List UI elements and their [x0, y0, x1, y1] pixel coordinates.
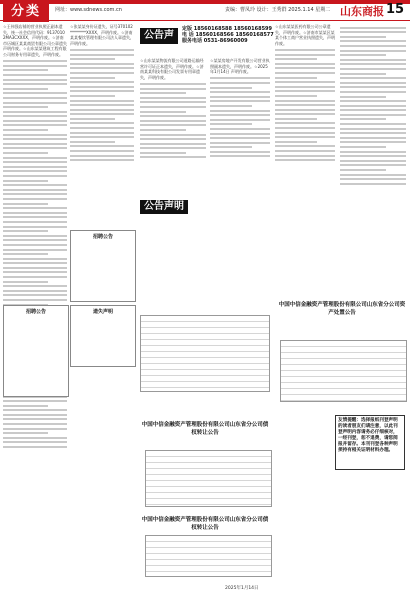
footer-date: 2025年1月14日 [225, 586, 259, 591]
column-2-text: ☆张某某身份证遗失，证号370102********XXXX，声明作废。☆济南某某餐饮管理有限公司法人章遗失，声明作废。 [70, 24, 134, 46]
site-url: 网址：www.sdnews.com.cn [55, 7, 122, 13]
column-6 [340, 24, 406, 244]
notice-box-1 [70, 230, 136, 302]
notice-box-1-title: 招聘公告 [92, 234, 113, 240]
paper-name: 山东商报 [340, 5, 384, 18]
ad-stamp: 公告声明 [140, 200, 188, 214]
ad-phone-lines [182, 26, 274, 44]
column-3-lines [140, 83, 206, 159]
header-rule [0, 20, 410, 21]
edition-meta: 责编：曹凤玲 设计：王秀群 2025.1.14 星期二 [225, 7, 331, 13]
column-1-text: ☆王伟强店铺的营业执照正副本遗失，统一社会信用代码：91370102MA3CXXXX，声明作废。☆济南市历城区某某商贸有限公司公章遗失声明作废。☆山东某某建筑工程有限公司财务专用章遗失，声明作废。 [3, 24, 67, 57]
reminder-notice: 友情提醒：选择报纸刊登声明的读者朋友们请注意，以此刊登声明内容请务必仔细核对，一经刊登，恕不退费，请您阅报并留存。本刊刊登各种声明须持有相关证明材料办理。 [335, 415, 405, 470]
column-5 [275, 24, 335, 224]
ad-line-2: 电 话 18560168566 18560168577 [182, 32, 274, 38]
notice-box-2-title: 遗失声明 [92, 309, 113, 315]
notice-box-3 [3, 305, 69, 397]
column-4-text: ☆某某房地产开发有限公司营业执照副本遗失，声明作废。☆2025年1月14日 声明作废。 [210, 58, 270, 75]
page-header [0, 0, 410, 18]
ad-line-1: 定版 18560168588 18560168599 [182, 26, 273, 32]
heading-transfer-2: 中国中信金融资产管理股份有限公司山东省分公司债权转让公告 [141, 517, 269, 531]
page-number: 15 [386, 2, 405, 17]
asset-table-4 [145, 535, 272, 577]
column-4-lines [210, 77, 270, 157]
asset-table-2 [145, 450, 272, 507]
column-5-text: ☆山东某某医药有限公司公章遗失，声明作废。☆济南市某某区某某个体工商户营业执照遗失，声明作废。 [275, 24, 335, 46]
column-3-text: ☆山东某某物流有限公司道路运输经营许可证正本遗失，声明作废。☆济南某某科技有限公司发票专用章遗失，声明作废。 [140, 58, 204, 80]
heading-disposal: 中国中信金融资产管理股份有限公司山东省分公司资产处置公告 [278, 302, 406, 316]
heading-transfer-1: 中国中信金融资产管理股份有限公司山东省分公司债权转让公告 [141, 422, 269, 436]
notice-box-3-title: 招聘公告 [25, 309, 46, 315]
asset-table-1 [140, 315, 270, 392]
column-2-lines [70, 49, 134, 161]
ad-contact-bar [140, 26, 286, 57]
column-3 [140, 58, 206, 198]
notice-box-2 [70, 305, 136, 367]
ad-logo: 公告声明 [140, 28, 178, 44]
column-2 [70, 24, 134, 224]
section-badge: 分类 [3, 2, 49, 22]
asset-table-3 [280, 340, 407, 402]
column-5-lines [275, 49, 335, 161]
ad-line-3: 服务电话 0531-86960009 [182, 38, 248, 44]
column-6-lines [340, 27, 406, 185]
column-4 [210, 58, 270, 198]
